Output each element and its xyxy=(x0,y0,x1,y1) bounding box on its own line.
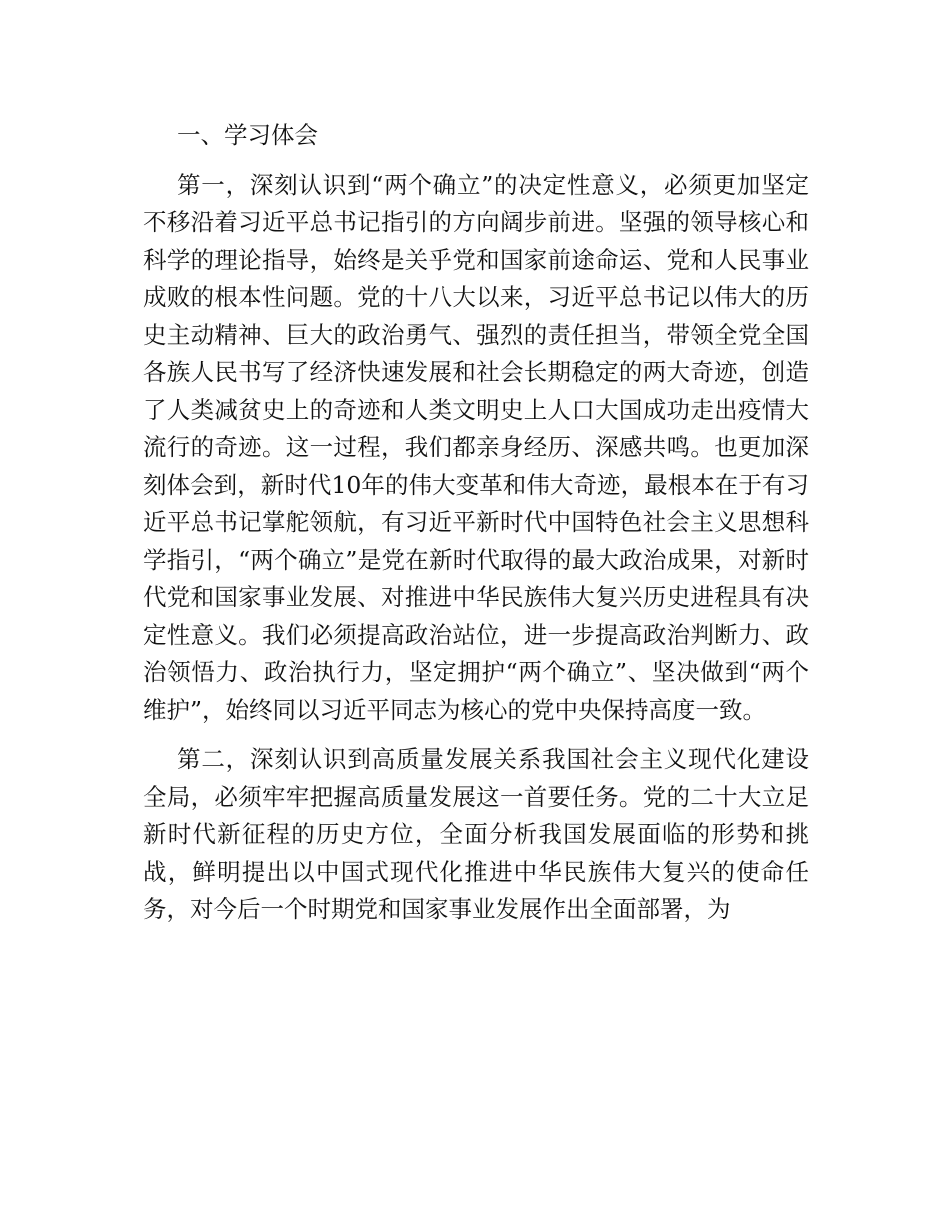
paragraph-second: 第二，深刻认识到高质量发展关系我国社会主义现代化建设全局，必须牢牢把握高质量发展这一首要任务。党的二十大立足新时代新征程的历史方位，全面分析我国发展面临的形势和挑战，鲜明提出以中国式现代化推进中华民族伟大复兴的使命任务，对今后一个时期党和国家事业发展作出全面部署，为 xyxy=(143,745,809,923)
document-body xyxy=(143,117,809,941)
paragraph-first: 第一，深刻认识到“两个确立”的决定性意义，必须更加坚定不移沿着习近平总书记指引的方向阔步前进。坚强的领导核心和科学的理论指导，始终是关乎党和国家前途命运、党和人民事业成败的根本性问题。党的十八大以来，习近平总书记以伟大的历史主动精神、巨大的政治勇气、强烈的责任担当，带领全党全国各族人民书写了经济快速发展和社会长期稳定的两大奇迹，创造了人类减贫史上的奇迹和人类文明史上人口大国成功走出疫情大流行的奇迹。这一过程，我们都亲身经历、深感共鸣。也更加深刻体会到，新时代10年的伟大变革和伟大奇迹，最根本在于有习近平总书记掌舵领航，有习近平新时代中国特色社会主义思想科学指引，“两个确立”是党在新时代取得的最大政治成果，对新时代党和国家事业发展、对推进中华民族伟大复兴历史进程具有决定性意义。我们必须提高政治站位，进一步提高政治判断力、政治领悟力、政治执行力，坚定拥护“两个确立”、坚决做到“两个维护”，始终同以习近平同志为核心的党中央保持高度一致。 xyxy=(143,170,809,724)
section-heading: 一、学习体会 xyxy=(177,121,318,149)
